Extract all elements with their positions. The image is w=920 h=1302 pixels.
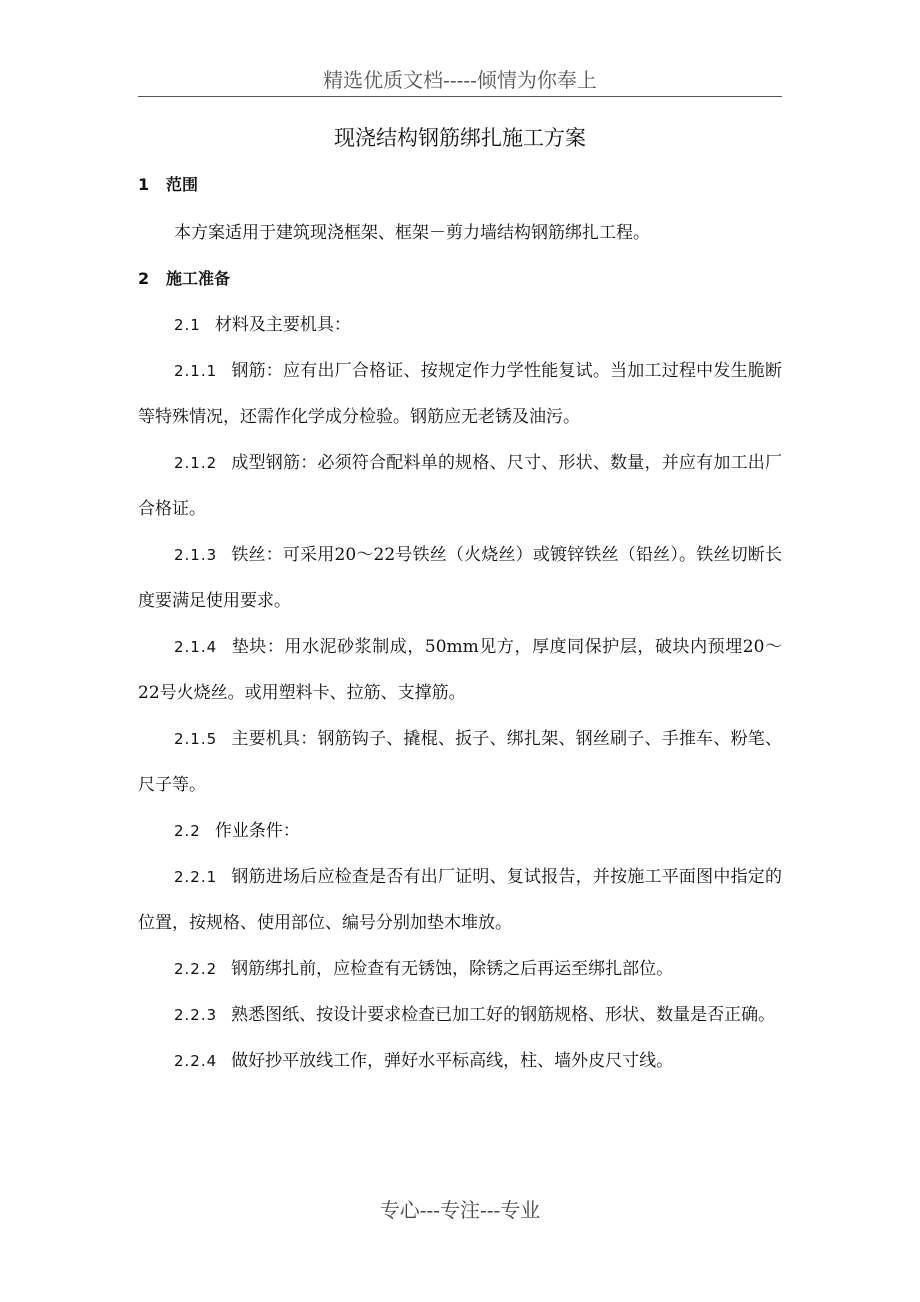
subsection-2-2 [138,808,782,854]
clause-number: 2.1.1 [174,362,218,380]
section-label: 施工准备 [166,269,231,288]
section-number: 1 [138,175,150,194]
document-title: 现浇结构钢筋绑扎施工方案 [334,126,586,150]
clause-2-1-2 [138,440,782,532]
clause-text: 主要机具：钢筋钩子、撬棍、扳子、绑扎架、钢丝刷子、手推车、粉笔、尺子等。 [138,729,782,795]
clause-2-2-4 [138,1038,782,1084]
section-heading-2 [138,260,782,298]
clause-number: 2.2.4 [174,1052,218,1070]
clause-text: 熟悉图纸、按设计要求检查已加工好的钢筋规格、形状、数量是否正确。 [231,1005,776,1025]
subsection-label: 作业条件： [214,821,300,841]
clause-2-1-3 [138,532,782,624]
clause-2-1-4 [138,624,782,716]
page-footer: 专心---专注---专业 [379,1198,541,1222]
clause-number: 2.2.2 [174,960,218,978]
document-body [138,166,782,1084]
section-label: 范围 [166,175,199,194]
clause-text: 铁丝：可采用20～22号铁丝（火烧丝）或镀锌铁丝（铅丝）。铁丝切断长度要满足使用要求。 [138,545,782,611]
clause-2-2-3 [138,992,782,1038]
header-divider [138,96,782,97]
clause-text: 成型钢筋：必须符合配料单的规格、尺寸、形状、数量，并应有加工出厂合格证。 [138,453,782,519]
section-heading-1 [138,166,782,204]
clause-2-1-5 [138,716,782,808]
subsection-2-1 [138,302,782,348]
clause-number: 2.1.2 [174,454,218,472]
clause-number: 2.1.4 [174,638,218,656]
page-header: 精选优质文档-----倾情为你奉上 [323,68,597,92]
clause-text: 钢筋绑扎前，应检查有无锈蚀，除锈之后再运至绑扎部位。 [231,959,674,979]
clause-text: 钢筋：应有出厂合格证、按规定作力学性能复试。当加工过程中发生脆断等特殊情况，还需作化学成分检验。钢筋应无老锈及油污。 [138,361,782,427]
subsection-number: 2.2 [174,822,201,840]
clause-number: 2.1.3 [174,546,218,564]
clause-text: 做好抄平放线工作，弹好水平标高线，柱、墙外皮尺寸线。 [231,1051,674,1071]
subsection-label: 材料及主要机具： [214,315,351,335]
clause-text: 钢筋进场后应检查是否有出厂证明、复试报告，并按施工平面图中指定的位置，按规格、使用部位、编号分别加垫木堆放。 [138,867,782,933]
subsection-number: 2.1 [174,316,201,334]
section-number: 2 [138,269,150,288]
clause-2-2-2 [138,946,782,992]
clause-2-2-1 [138,854,782,946]
section-1-paragraph: 本方案适用于建筑现浇框架、框架－剪力墙结构钢筋绑扎工程。 [174,223,650,243]
clause-number: 2.1.5 [174,730,218,748]
clause-number: 2.2.3 [174,1006,218,1024]
clause-2-1-1 [138,348,782,440]
clause-number: 2.2.1 [174,868,218,886]
clause-text: 垫块：用水泥砂浆制成，50mm见方，厚度同保护层，破块内预埋20～22号火烧丝。或用塑料卡、拉筋、支撑筋。 [138,637,782,703]
